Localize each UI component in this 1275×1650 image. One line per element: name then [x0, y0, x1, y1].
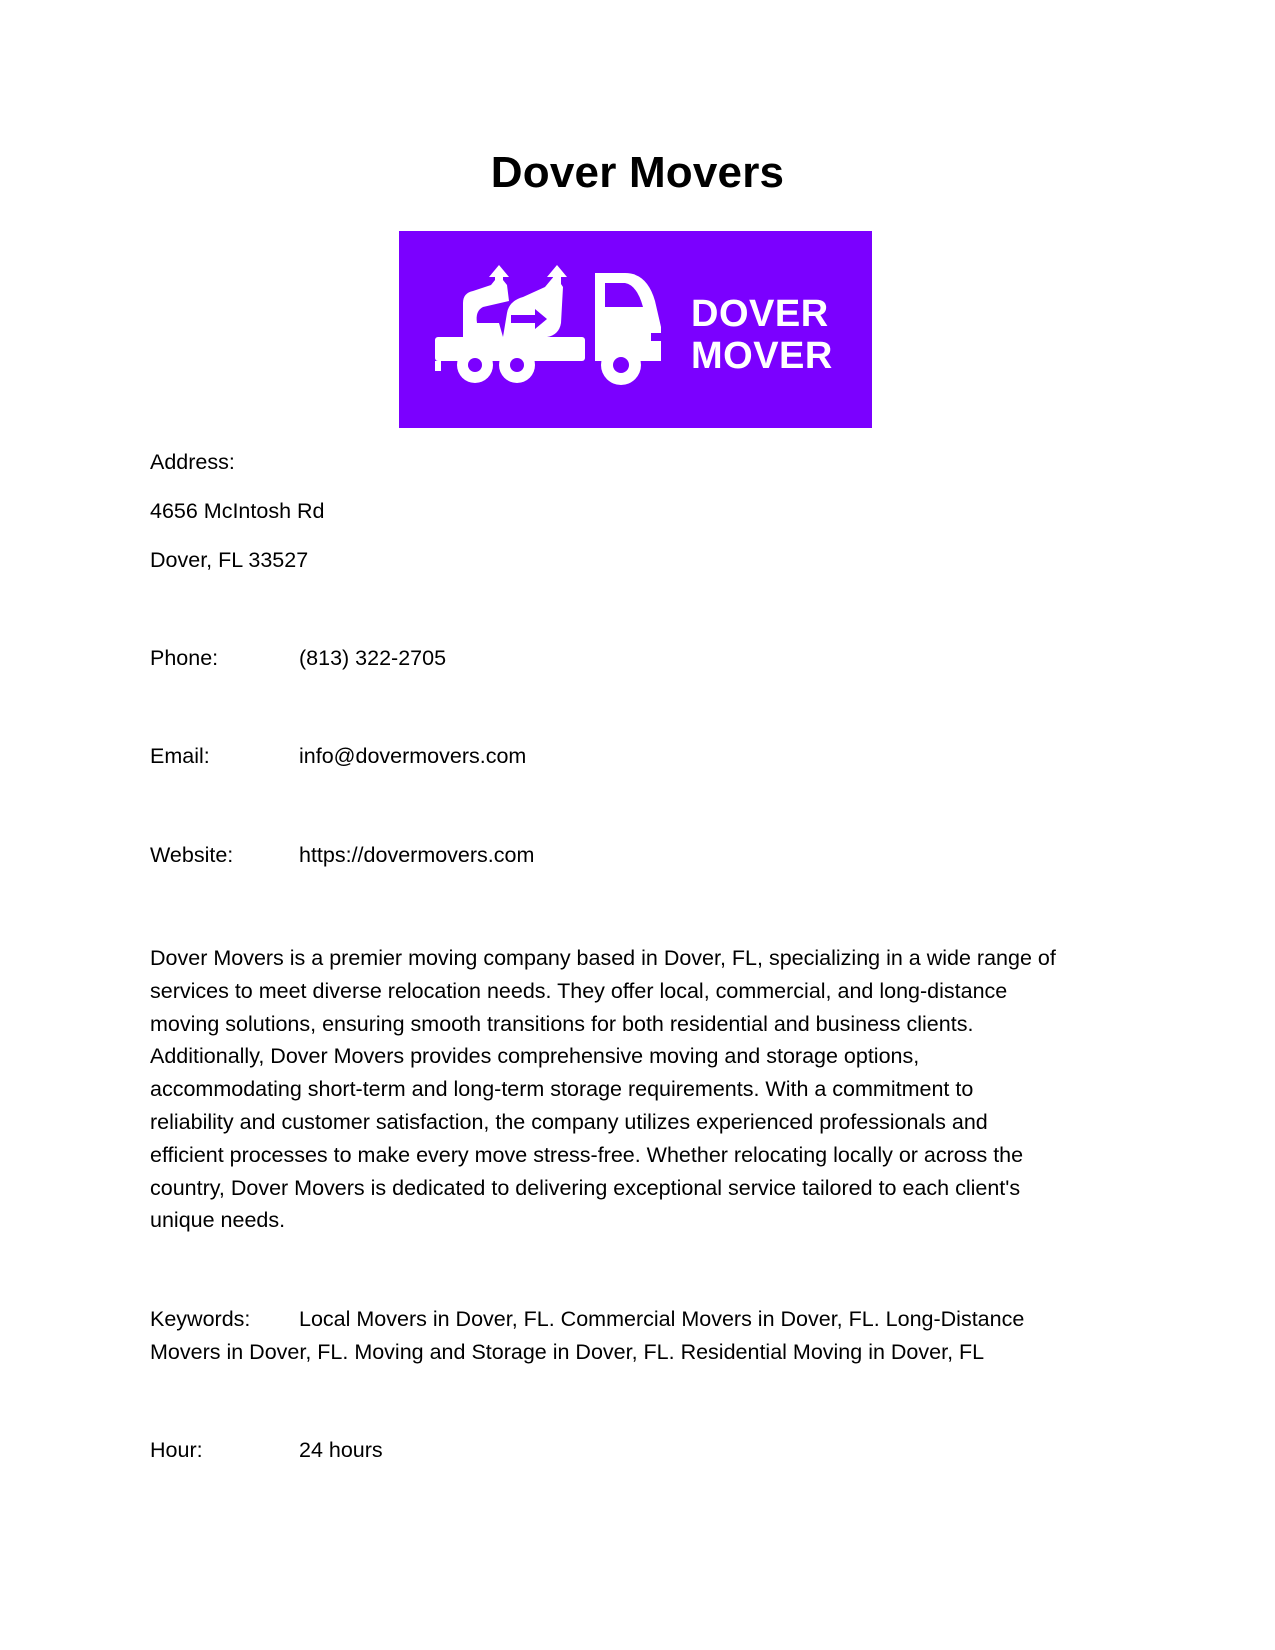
description-line: reliability and customer satisfaction, the company utilizes experienced professionals and	[150, 1109, 988, 1134]
description-line: services to meet diverse relocation needs. They offer local, commercial, and long-distance	[150, 978, 1008, 1003]
keywords-line-2: Movers in Dover, FL. Moving and Storage in Dover, FL. Residential Moving in Dover, FL	[150, 1340, 985, 1364]
address-label: Address:	[150, 450, 235, 474]
phone-label: Phone:	[150, 646, 219, 670]
website-label: Website:	[150, 843, 234, 867]
company-description	[150, 942, 1130, 1237]
keywords-label: Keywords:	[150, 1307, 251, 1331]
hour-value: 24 hours	[299, 1438, 383, 1462]
description-line: country, Dover Movers is dedicated to delivering exceptional service tailored to each client's	[150, 1175, 1021, 1200]
address-city: Dover, FL 33527	[150, 548, 309, 572]
description-line: Additionally, Dover Movers provides comprehensive moving and storage options,	[150, 1044, 920, 1069]
logo-wordmark	[691, 293, 833, 377]
address-street: 4656 McIntosh Rd	[150, 499, 325, 523]
description-line: moving solutions, ensuring smooth transitions for both residential and business clients.	[150, 1011, 974, 1036]
description-line: Dover Movers is a premier moving company based in Dover, FL, specializing in a wide range of	[150, 946, 1056, 970]
company-logo	[399, 231, 872, 428]
logo-line-1: DOVER	[691, 293, 829, 335]
hour-label: Hour:	[150, 1438, 203, 1462]
description-line: unique needs.	[150, 1208, 286, 1233]
description-line: efficient processes to make every move stress-free. Whether relocating locally or across the	[150, 1142, 1024, 1167]
logo-line-2: MOVER	[691, 335, 833, 377]
email-value[interactable]: info@dovermovers.com	[299, 744, 527, 768]
description-line: accommodating short-term and long-term storage requirements. With a commitment to	[150, 1077, 974, 1102]
website-value[interactable]: https://dovermovers.com	[299, 843, 535, 867]
page-title: Dover Movers	[490, 148, 785, 197]
phone-value[interactable]: (813) 322-2705	[299, 646, 447, 670]
email-label: Email:	[150, 744, 210, 768]
keywords-line-1: Local Movers in Dover, FL. Commercial Movers in Dover, FL. Long-Distance	[299, 1307, 1025, 1331]
